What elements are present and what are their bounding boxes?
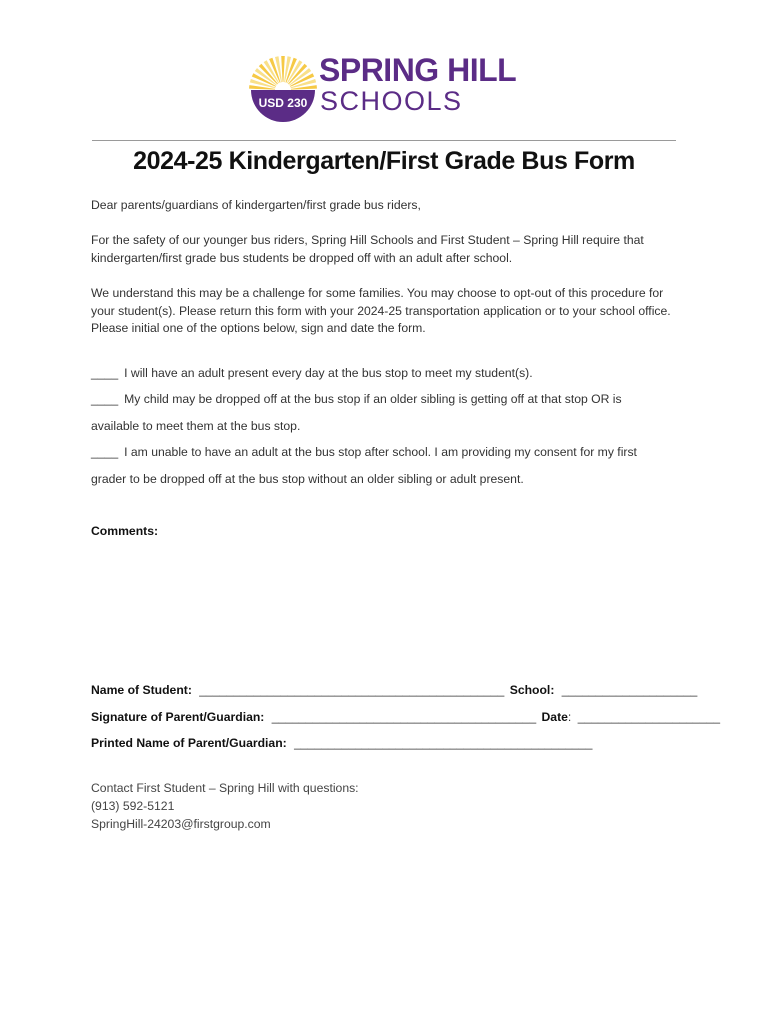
printed-name-row <box>91 736 592 750</box>
intro-paragraph: For the safety of our younger bus riders, Spring Hill Schools and First Student – Spring Hill require that kindergarten/first grade bus students be dropped off with an adult after school. <box>91 233 644 265</box>
option-text: I am unable to have an adult at the bus stop after school. I am providing my consent for my first <box>124 445 637 459</box>
form-title: 2024-25 Kindergarten/First Grade Bus Form <box>133 147 635 175</box>
initial-blank[interactable]: ____ <box>91 445 119 459</box>
printed-name-field[interactable]: ____________________________________________ <box>294 736 593 750</box>
student-name-label: Name of Student: <box>91 683 192 697</box>
printed-name-label: Printed Name of Parent/Guardian: <box>91 736 287 750</box>
student-name-field[interactable]: _____________________________________________ <box>199 683 505 697</box>
opt-out-paragraph: We understand this may be a challenge for some families. You may choose to opt-out of this procedure for your student(s). Please return this form with your 2024-25 transportation application or to your school office. Please initial one of the options below, sign and date the form. <box>91 286 671 335</box>
date-colon: : <box>567 710 572 724</box>
contact-intro: Contact First Student – Spring Hill with questions: <box>91 781 359 795</box>
option-text: I will have an adult present every day at the bus stop to meet my student(s). <box>124 366 533 380</box>
logo-name-line1: SPRING HILL <box>319 52 517 88</box>
signature-date-row <box>91 710 720 724</box>
option-older-sibling <box>91 392 681 406</box>
signature-label: Signature of Parent/Guardian: <box>91 710 265 724</box>
sun-ray-icon <box>281 56 285 82</box>
initial-blank[interactable]: ____ <box>91 366 119 380</box>
contact-email[interactable]: SpringHill-24203@firstgroup.com <box>91 817 271 831</box>
header-divider <box>92 140 676 141</box>
option-adult-present <box>91 366 681 380</box>
signature-field[interactable]: _______________________________________ <box>271 710 537 724</box>
sun-ray-icon <box>249 85 275 90</box>
school-logo <box>246 50 546 124</box>
option-no-adult <box>91 445 681 459</box>
initial-blank[interactable]: ____ <box>91 392 119 406</box>
logo-badge-text: USD 230 <box>258 96 308 110</box>
sunburst-logo-icon <box>246 50 320 124</box>
date-field[interactable]: _____________________ <box>577 710 721 724</box>
contact-block <box>91 779 359 833</box>
option-older-sibling-cont: available to meet them at the bus stop. <box>91 419 301 433</box>
comments-label: Comments: <box>91 524 159 538</box>
option-no-adult-cont: grader to be dropped off at the bus stop without an older sibling or adult present. <box>91 472 524 486</box>
date-label: Date <box>541 710 568 724</box>
student-school-row <box>91 683 697 697</box>
school-field[interactable]: ____________________ <box>561 683 698 697</box>
greeting-text: Dear parents/guardians of kindergarten/first grade bus riders, <box>91 198 421 212</box>
school-label: School: <box>509 683 555 697</box>
contact-phone: (913) 592-5121 <box>91 799 175 813</box>
logo-name-line2: SCHOOLS <box>320 86 463 116</box>
sun-ray-icon <box>291 85 317 90</box>
option-text: My child may be dropped off at the bus stop if an older sibling is getting off at that stop OR is <box>124 392 622 406</box>
